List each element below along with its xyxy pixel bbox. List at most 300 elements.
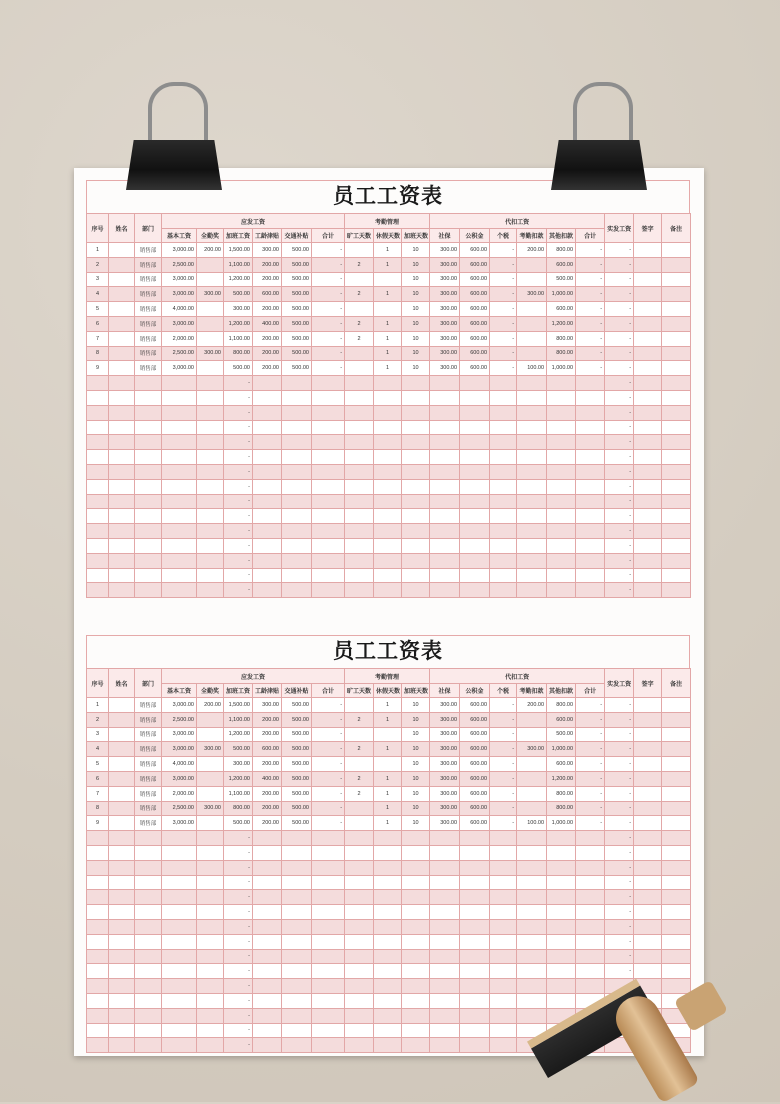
table-cell[interactable] xyxy=(253,420,282,435)
table-cell[interactable] xyxy=(460,949,490,964)
table-cell[interactable] xyxy=(345,361,374,376)
table-cell[interactable]: 销售部 xyxy=(135,771,162,786)
table-cell[interactable]: 200.00 xyxy=(517,243,547,258)
table-cell[interactable] xyxy=(490,890,517,905)
table-cell[interactable]: 2,000.00 xyxy=(162,786,197,801)
table-cell[interactable] xyxy=(402,450,430,465)
table-cell[interactable] xyxy=(517,905,547,920)
table-cell[interactable] xyxy=(430,845,460,860)
table-cell[interactable] xyxy=(517,450,547,465)
table-cell[interactable]: 300.00 xyxy=(197,742,224,757)
table-cell[interactable] xyxy=(312,1008,345,1023)
table-cell[interactable]: 1 xyxy=(374,698,402,713)
table-cell[interactable]: - xyxy=(605,331,634,346)
table-cell[interactable]: 3,000.00 xyxy=(162,816,197,831)
table-cell[interactable] xyxy=(197,376,224,391)
table-cell[interactable] xyxy=(135,376,162,391)
table-cell[interactable] xyxy=(490,831,517,846)
table-cell[interactable]: - xyxy=(224,479,253,494)
table-cell[interactable] xyxy=(430,568,460,583)
table-cell[interactable] xyxy=(402,553,430,568)
table-cell[interactable]: - xyxy=(576,712,605,727)
table-cell[interactable] xyxy=(517,875,547,890)
table-cell[interactable]: 2 xyxy=(345,287,374,302)
table-cell[interactable] xyxy=(282,479,312,494)
table-cell[interactable]: 2,500.00 xyxy=(162,801,197,816)
table-cell[interactable]: 800.00 xyxy=(547,331,576,346)
table-cell[interactable]: 4 xyxy=(87,287,109,302)
table-cell[interactable] xyxy=(576,890,605,905)
table-cell[interactable]: 2 xyxy=(345,331,374,346)
table-cell[interactable]: - xyxy=(605,801,634,816)
table-cell[interactable] xyxy=(162,949,197,964)
table-cell[interactable]: 600.00 xyxy=(460,346,490,361)
table-cell[interactable] xyxy=(374,831,402,846)
table-cell[interactable] xyxy=(197,509,224,524)
table-cell[interactable] xyxy=(135,553,162,568)
table-cell[interactable] xyxy=(87,420,109,435)
table-cell[interactable]: 600.00 xyxy=(460,757,490,772)
table-cell[interactable]: 600.00 xyxy=(460,742,490,757)
table-cell[interactable] xyxy=(634,860,662,875)
table-cell[interactable] xyxy=(547,450,576,465)
table-cell[interactable]: - xyxy=(576,346,605,361)
table-cell[interactable]: 500.00 xyxy=(282,816,312,831)
table-cell[interactable] xyxy=(109,1023,135,1038)
table-cell[interactable] xyxy=(460,1023,490,1038)
table-cell[interactable] xyxy=(490,553,517,568)
table-cell[interactable] xyxy=(374,845,402,860)
table-cell[interactable] xyxy=(282,890,312,905)
table-cell[interactable]: - xyxy=(224,405,253,420)
table-cell[interactable] xyxy=(345,757,374,772)
table-cell[interactable] xyxy=(490,435,517,450)
table-cell[interactable]: - xyxy=(576,316,605,331)
table-cell[interactable] xyxy=(634,346,662,361)
table-cell[interactable] xyxy=(662,361,691,376)
table-cell[interactable] xyxy=(634,376,662,391)
table-cell[interactable] xyxy=(312,568,345,583)
table-cell[interactable] xyxy=(109,243,135,258)
table-cell[interactable] xyxy=(197,905,224,920)
table-cell[interactable] xyxy=(517,993,547,1008)
table-cell[interactable]: 1,100.00 xyxy=(224,331,253,346)
table-cell[interactable] xyxy=(374,934,402,949)
table-cell[interactable] xyxy=(490,875,517,890)
table-cell[interactable]: 3,000.00 xyxy=(162,361,197,376)
table-cell[interactable] xyxy=(162,831,197,846)
table-cell[interactable] xyxy=(87,553,109,568)
table-cell[interactable] xyxy=(402,464,430,479)
table-cell[interactable] xyxy=(662,890,691,905)
table-cell[interactable] xyxy=(253,1008,282,1023)
table-cell[interactable] xyxy=(576,435,605,450)
table-cell[interactable] xyxy=(576,860,605,875)
table-cell[interactable]: - xyxy=(224,538,253,553)
table-cell[interactable] xyxy=(135,860,162,875)
table-cell[interactable] xyxy=(345,698,374,713)
table-cell[interactable]: 600.00 xyxy=(460,272,490,287)
table-cell[interactable]: 销售部 xyxy=(135,361,162,376)
table-cell[interactable] xyxy=(312,509,345,524)
table-cell[interactable] xyxy=(197,949,224,964)
table-cell[interactable] xyxy=(253,1023,282,1038)
table-cell[interactable]: - xyxy=(224,890,253,905)
table-cell[interactable] xyxy=(162,860,197,875)
table-cell[interactable] xyxy=(490,538,517,553)
table-cell[interactable] xyxy=(662,405,691,420)
table-cell[interactable]: - xyxy=(605,890,634,905)
table-cell[interactable]: - xyxy=(576,257,605,272)
table-cell[interactable] xyxy=(109,346,135,361)
table-cell[interactable] xyxy=(490,494,517,509)
table-cell[interactable]: 500.00 xyxy=(282,801,312,816)
table-cell[interactable]: 300.00 xyxy=(430,742,460,757)
table-cell[interactable] xyxy=(430,464,460,479)
table-cell[interactable] xyxy=(197,860,224,875)
table-cell[interactable] xyxy=(197,786,224,801)
table-cell[interactable]: 1,100.00 xyxy=(224,712,253,727)
table-cell[interactable] xyxy=(374,890,402,905)
table-cell[interactable] xyxy=(282,509,312,524)
table-cell[interactable] xyxy=(345,1038,374,1053)
table-cell[interactable] xyxy=(662,831,691,846)
table-cell[interactable] xyxy=(109,801,135,816)
table-cell[interactable] xyxy=(460,479,490,494)
table-cell[interactable]: 销售部 xyxy=(135,786,162,801)
table-cell[interactable] xyxy=(490,524,517,539)
table-cell[interactable] xyxy=(402,949,430,964)
table-cell[interactable] xyxy=(634,257,662,272)
table-cell[interactable] xyxy=(634,801,662,816)
table-cell[interactable]: 200.00 xyxy=(253,272,282,287)
table-cell[interactable] xyxy=(460,390,490,405)
table-cell[interactable] xyxy=(517,964,547,979)
table-cell[interactable]: 1 xyxy=(374,316,402,331)
table-cell[interactable]: 500.00 xyxy=(282,712,312,727)
table-cell[interactable] xyxy=(87,831,109,846)
table-cell[interactable] xyxy=(662,464,691,479)
table-cell[interactable] xyxy=(282,845,312,860)
table-cell[interactable] xyxy=(312,890,345,905)
table-cell[interactable] xyxy=(430,420,460,435)
table-cell[interactable]: - xyxy=(312,727,345,742)
table-cell[interactable] xyxy=(374,524,402,539)
table-cell[interactable] xyxy=(162,553,197,568)
table-cell[interactable]: 1 xyxy=(374,257,402,272)
table-cell[interactable] xyxy=(197,757,224,772)
table-cell[interactable]: 600.00 xyxy=(460,727,490,742)
table-cell[interactable] xyxy=(109,257,135,272)
table-cell[interactable]: 1 xyxy=(374,801,402,816)
table-cell[interactable]: - xyxy=(224,553,253,568)
table-cell[interactable]: - xyxy=(224,450,253,465)
table-cell[interactable] xyxy=(197,964,224,979)
table-cell[interactable] xyxy=(135,1038,162,1053)
table-cell[interactable] xyxy=(547,538,576,553)
table-cell[interactable] xyxy=(197,553,224,568)
table-cell[interactable] xyxy=(109,1008,135,1023)
table-cell[interactable] xyxy=(374,583,402,598)
table-cell[interactable] xyxy=(662,257,691,272)
table-cell[interactable] xyxy=(547,435,576,450)
table-cell[interactable] xyxy=(312,435,345,450)
table-cell[interactable] xyxy=(547,405,576,420)
table-cell[interactable] xyxy=(517,257,547,272)
table-cell[interactable] xyxy=(253,583,282,598)
table-cell[interactable]: 3,000.00 xyxy=(162,243,197,258)
table-cell[interactable] xyxy=(109,316,135,331)
table-cell[interactable] xyxy=(162,964,197,979)
table-cell[interactable]: - xyxy=(605,845,634,860)
table-cell[interactable] xyxy=(490,450,517,465)
table-cell[interactable]: - xyxy=(224,568,253,583)
table-cell[interactable] xyxy=(402,1008,430,1023)
table-cell[interactable] xyxy=(162,405,197,420)
table-cell[interactable] xyxy=(517,272,547,287)
table-cell[interactable] xyxy=(490,979,517,994)
table-cell[interactable] xyxy=(197,816,224,831)
table-cell[interactable] xyxy=(517,845,547,860)
table-cell[interactable] xyxy=(253,538,282,553)
table-cell[interactable]: 300.00 xyxy=(517,287,547,302)
table-cell[interactable] xyxy=(517,479,547,494)
table-cell[interactable] xyxy=(402,494,430,509)
table-cell[interactable] xyxy=(374,905,402,920)
table-cell[interactable]: - xyxy=(490,771,517,786)
table-cell[interactable] xyxy=(490,1023,517,1038)
table-cell[interactable] xyxy=(662,568,691,583)
table-cell[interactable]: 销售部 xyxy=(135,816,162,831)
table-cell[interactable] xyxy=(576,583,605,598)
table-cell[interactable]: - xyxy=(224,494,253,509)
table-cell[interactable] xyxy=(197,405,224,420)
table-cell[interactable]: - xyxy=(576,757,605,772)
table-cell[interactable]: 500.00 xyxy=(282,757,312,772)
table-cell[interactable]: 3,000.00 xyxy=(162,272,197,287)
table-cell[interactable]: - xyxy=(312,742,345,757)
table-cell[interactable] xyxy=(662,524,691,539)
table-cell[interactable] xyxy=(162,583,197,598)
table-cell[interactable] xyxy=(345,993,374,1008)
table-cell[interactable]: 500.00 xyxy=(282,698,312,713)
table-cell[interactable]: 2 xyxy=(87,712,109,727)
table-cell[interactable]: - xyxy=(312,771,345,786)
table-cell[interactable] xyxy=(576,949,605,964)
table-cell[interactable] xyxy=(197,450,224,465)
table-cell[interactable] xyxy=(576,390,605,405)
table-cell[interactable]: - xyxy=(224,376,253,391)
table-cell[interactable] xyxy=(345,302,374,317)
table-cell[interactable]: - xyxy=(490,243,517,258)
table-cell[interactable] xyxy=(135,831,162,846)
table-cell[interactable] xyxy=(282,964,312,979)
table-cell[interactable] xyxy=(634,553,662,568)
table-cell[interactable] xyxy=(197,420,224,435)
table-cell[interactable]: - xyxy=(576,816,605,831)
table-cell[interactable] xyxy=(634,831,662,846)
table-cell[interactable] xyxy=(312,964,345,979)
table-cell[interactable]: 10 xyxy=(402,346,430,361)
table-cell[interactable]: 10 xyxy=(402,698,430,713)
table-cell[interactable]: - xyxy=(224,509,253,524)
table-cell[interactable] xyxy=(374,376,402,391)
table-cell[interactable]: 1,200.00 xyxy=(224,727,253,742)
table-cell[interactable] xyxy=(109,361,135,376)
table-cell[interactable] xyxy=(135,464,162,479)
table-cell[interactable]: 2 xyxy=(345,786,374,801)
table-cell[interactable] xyxy=(402,919,430,934)
table-cell[interactable]: 600.00 xyxy=(460,361,490,376)
table-cell[interactable]: - xyxy=(605,816,634,831)
table-cell[interactable] xyxy=(374,390,402,405)
table-cell[interactable] xyxy=(282,1023,312,1038)
table-cell[interactable] xyxy=(345,479,374,494)
table-cell[interactable] xyxy=(430,860,460,875)
table-cell[interactable] xyxy=(312,464,345,479)
table-cell[interactable] xyxy=(402,905,430,920)
table-cell[interactable] xyxy=(576,553,605,568)
table-cell[interactable] xyxy=(197,583,224,598)
table-cell[interactable] xyxy=(345,934,374,949)
table-cell[interactable] xyxy=(312,993,345,1008)
table-cell[interactable] xyxy=(109,845,135,860)
table-cell[interactable]: - xyxy=(576,302,605,317)
table-cell[interactable]: 500.00 xyxy=(282,361,312,376)
table-cell[interactable] xyxy=(135,435,162,450)
table-cell[interactable] xyxy=(282,390,312,405)
table-cell[interactable] xyxy=(345,435,374,450)
table-cell[interactable] xyxy=(430,875,460,890)
table-cell[interactable] xyxy=(662,538,691,553)
table-cell[interactable] xyxy=(517,801,547,816)
table-cell[interactable] xyxy=(374,479,402,494)
table-cell[interactable] xyxy=(109,860,135,875)
table-cell[interactable] xyxy=(374,568,402,583)
table-cell[interactable] xyxy=(312,875,345,890)
table-cell[interactable]: 600.00 xyxy=(460,331,490,346)
table-cell[interactable]: - xyxy=(312,302,345,317)
table-cell[interactable] xyxy=(374,553,402,568)
table-cell[interactable] xyxy=(109,376,135,391)
table-cell[interactable]: 200.00 xyxy=(197,243,224,258)
table-cell[interactable]: - xyxy=(576,331,605,346)
table-cell[interactable]: 2 xyxy=(345,257,374,272)
table-cell[interactable] xyxy=(460,905,490,920)
table-cell[interactable] xyxy=(634,786,662,801)
table-cell[interactable] xyxy=(517,568,547,583)
table-cell[interactable] xyxy=(197,316,224,331)
table-cell[interactable]: - xyxy=(605,831,634,846)
table-cell[interactable] xyxy=(662,742,691,757)
table-cell[interactable] xyxy=(282,1008,312,1023)
table-cell[interactable] xyxy=(547,934,576,949)
table-cell[interactable] xyxy=(374,509,402,524)
table-cell[interactable] xyxy=(109,771,135,786)
table-cell[interactable]: 600.00 xyxy=(460,243,490,258)
table-cell[interactable] xyxy=(634,742,662,757)
table-cell[interactable] xyxy=(490,376,517,391)
table-cell[interactable]: 400.00 xyxy=(253,771,282,786)
table-cell[interactable] xyxy=(576,905,605,920)
table-cell[interactable]: - xyxy=(576,727,605,742)
table-cell[interactable]: 600.00 xyxy=(460,287,490,302)
table-cell[interactable]: 500.00 xyxy=(224,287,253,302)
table-cell[interactable]: - xyxy=(605,405,634,420)
table-cell[interactable] xyxy=(547,390,576,405)
table-cell[interactable]: 300.00 xyxy=(197,287,224,302)
table-cell[interactable] xyxy=(162,464,197,479)
table-cell[interactable]: - xyxy=(605,243,634,258)
table-cell[interactable] xyxy=(162,993,197,1008)
table-cell[interactable] xyxy=(197,464,224,479)
table-cell[interactable]: - xyxy=(490,816,517,831)
table-cell[interactable]: 1 xyxy=(374,816,402,831)
table-cell[interactable]: 300.00 xyxy=(430,698,460,713)
table-cell[interactable]: 销售部 xyxy=(135,712,162,727)
table-cell[interactable] xyxy=(634,464,662,479)
table-cell[interactable]: 10 xyxy=(402,727,430,742)
table-cell[interactable]: - xyxy=(490,727,517,742)
table-cell[interactable] xyxy=(197,979,224,994)
table-cell[interactable] xyxy=(87,538,109,553)
table-cell[interactable] xyxy=(87,890,109,905)
table-cell[interactable] xyxy=(547,845,576,860)
table-cell[interactable] xyxy=(634,712,662,727)
table-cell[interactable] xyxy=(460,860,490,875)
table-cell[interactable] xyxy=(517,949,547,964)
table-cell[interactable] xyxy=(430,949,460,964)
table-cell[interactable] xyxy=(517,771,547,786)
table-cell[interactable] xyxy=(430,553,460,568)
table-cell[interactable] xyxy=(547,875,576,890)
table-cell[interactable]: 300.00 xyxy=(430,361,460,376)
table-cell[interactable] xyxy=(634,405,662,420)
table-cell[interactable]: 500.00 xyxy=(282,272,312,287)
table-cell[interactable] xyxy=(430,450,460,465)
table-cell[interactable] xyxy=(402,405,430,420)
table-cell[interactable] xyxy=(662,583,691,598)
table-cell[interactable] xyxy=(634,302,662,317)
table-cell[interactable] xyxy=(162,979,197,994)
table-cell[interactable] xyxy=(662,272,691,287)
table-cell[interactable] xyxy=(374,435,402,450)
table-cell[interactable]: - xyxy=(605,919,634,934)
table-cell[interactable] xyxy=(282,583,312,598)
table-cell[interactable] xyxy=(135,934,162,949)
table-cell[interactable] xyxy=(162,875,197,890)
table-cell[interactable] xyxy=(662,553,691,568)
table-cell[interactable] xyxy=(576,568,605,583)
table-cell[interactable] xyxy=(517,979,547,994)
table-cell[interactable] xyxy=(430,905,460,920)
table-cell[interactable] xyxy=(162,390,197,405)
table-cell[interactable]: 9 xyxy=(87,816,109,831)
table-cell[interactable] xyxy=(430,1008,460,1023)
table-cell[interactable] xyxy=(312,479,345,494)
table-cell[interactable] xyxy=(312,376,345,391)
table-cell[interactable] xyxy=(374,420,402,435)
table-cell[interactable]: - xyxy=(605,316,634,331)
table-cell[interactable] xyxy=(109,568,135,583)
table-cell[interactable] xyxy=(430,964,460,979)
table-cell[interactable] xyxy=(402,890,430,905)
table-cell[interactable] xyxy=(87,1008,109,1023)
table-cell[interactable] xyxy=(312,583,345,598)
table-cell[interactable] xyxy=(87,568,109,583)
table-cell[interactable] xyxy=(517,435,547,450)
table-cell[interactable] xyxy=(402,979,430,994)
